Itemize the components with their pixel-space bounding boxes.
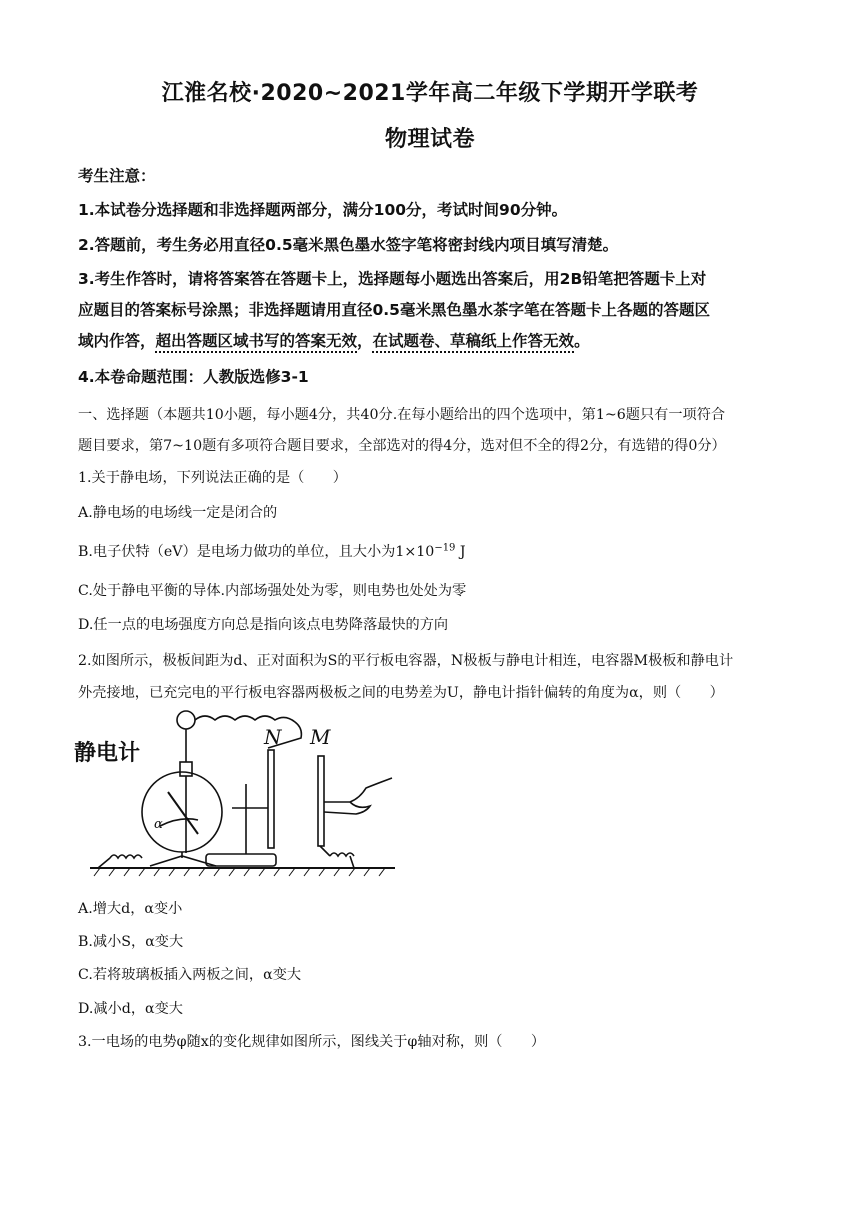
question-2-option-d: D.减小d，α变大 bbox=[78, 1001, 183, 1017]
question-2-option-b: B.减小S，α变大 bbox=[78, 934, 184, 950]
notice-text: 。 bbox=[574, 332, 590, 350]
formula-exponent: −19 bbox=[434, 542, 456, 554]
question-2-stem-line-2: 外壳接地，已充完电的平行板电容器两极板之间的电势差为U，静电计指针偏转的角度为α，则（ ） bbox=[78, 685, 724, 701]
section-intro-line-2: 题目要求，第7~10题有多项符合题目要求，全部选对的得4分，选对但不全的得2分，有选错的得0分） bbox=[78, 438, 726, 454]
angle-alpha-label: α bbox=[154, 817, 163, 832]
section-intro-line-1: 一、选择题（本题共10小题，每小题4分，共40分.在每小题给出的四个选项中，第1~6题只有一项符合 bbox=[78, 407, 726, 423]
formula-unit: J bbox=[455, 544, 466, 560]
emphasis-text: 在试题卷、草稿纸上作答无效 bbox=[372, 332, 575, 350]
question-2-option-c: C.若将玻璃板插入两板之间，α变大 bbox=[78, 967, 302, 983]
notice-heading: 考生注意： bbox=[78, 167, 156, 185]
notice-item-1: 1.本试卷分选择题和非选择题两部分，满分100分，考试时间90分钟。 bbox=[78, 201, 568, 219]
question-2-stem-line-1: 2.如图所示，极板间距为d、正对面积为S的平行板电容器，N极板与静电计相连，电容器M极板和静电计 bbox=[78, 653, 734, 669]
notice-text: 域内作答， bbox=[78, 332, 156, 350]
question-1-option-d: D.任一点的电场强度方向总是指向该点电势降落最快的方向 bbox=[78, 617, 449, 633]
plate-n-label: N bbox=[264, 725, 282, 749]
notice-item-4: 4.本卷命题范围：人教版选修3-1 bbox=[78, 368, 309, 386]
option-text: B.电子伏特（eV）是电场力做功的单位，且大小为 bbox=[78, 544, 396, 560]
notice-item-3-line-2: 应题目的答案标号涂黑；非选择题请用直径0.5毫米黑色墨水茶字笔在答题卡上各题的答题区 bbox=[78, 301, 710, 319]
question-1-option-c: C.处于静电平衡的导体.内部场强处处为零，则电势也处处为零 bbox=[78, 583, 467, 599]
question-3-stem: 3.一电场的电势φ随x的变化规律如图所示，图线关于φ轴对称，则（ ） bbox=[78, 1034, 546, 1050]
electroscope-label: 静电计 bbox=[74, 740, 141, 766]
paper-title: 江淮名校·2020~2021学年高二年级下学期开学联考 bbox=[161, 81, 699, 106]
paper-subtitle: 物理试卷 bbox=[384, 127, 475, 152]
formula: 1×10 bbox=[395, 544, 435, 560]
question-1-option-b bbox=[78, 541, 466, 561]
plate-m-label: M bbox=[310, 725, 331, 749]
question-2-option-a: A.增大d，α变小 bbox=[78, 901, 183, 917]
notice-item-2: 2.答题前，考生务必用直径0.5毫米黑色墨水签字笔将密封线内项目填写清楚。 bbox=[78, 236, 619, 254]
notice-text: ， bbox=[357, 332, 373, 350]
notice-item-3-line-3 bbox=[78, 329, 590, 351]
notice-item-3-line-1: 3.考生作答时，请将答案答在答题卡上，选择题每小题选出答案后，用2B铅笔把答题卡上对 bbox=[78, 270, 707, 288]
emphasis-text: 超出答题区域书写的答案无效 bbox=[155, 332, 358, 350]
question-1-option-a: A.静电场的电场线一定是闭合的 bbox=[78, 505, 278, 521]
electroscope-capacitor-figure bbox=[70, 708, 400, 888]
question-1-stem: 1.关于静电场，下列说法正确的是（ ） bbox=[78, 470, 347, 486]
